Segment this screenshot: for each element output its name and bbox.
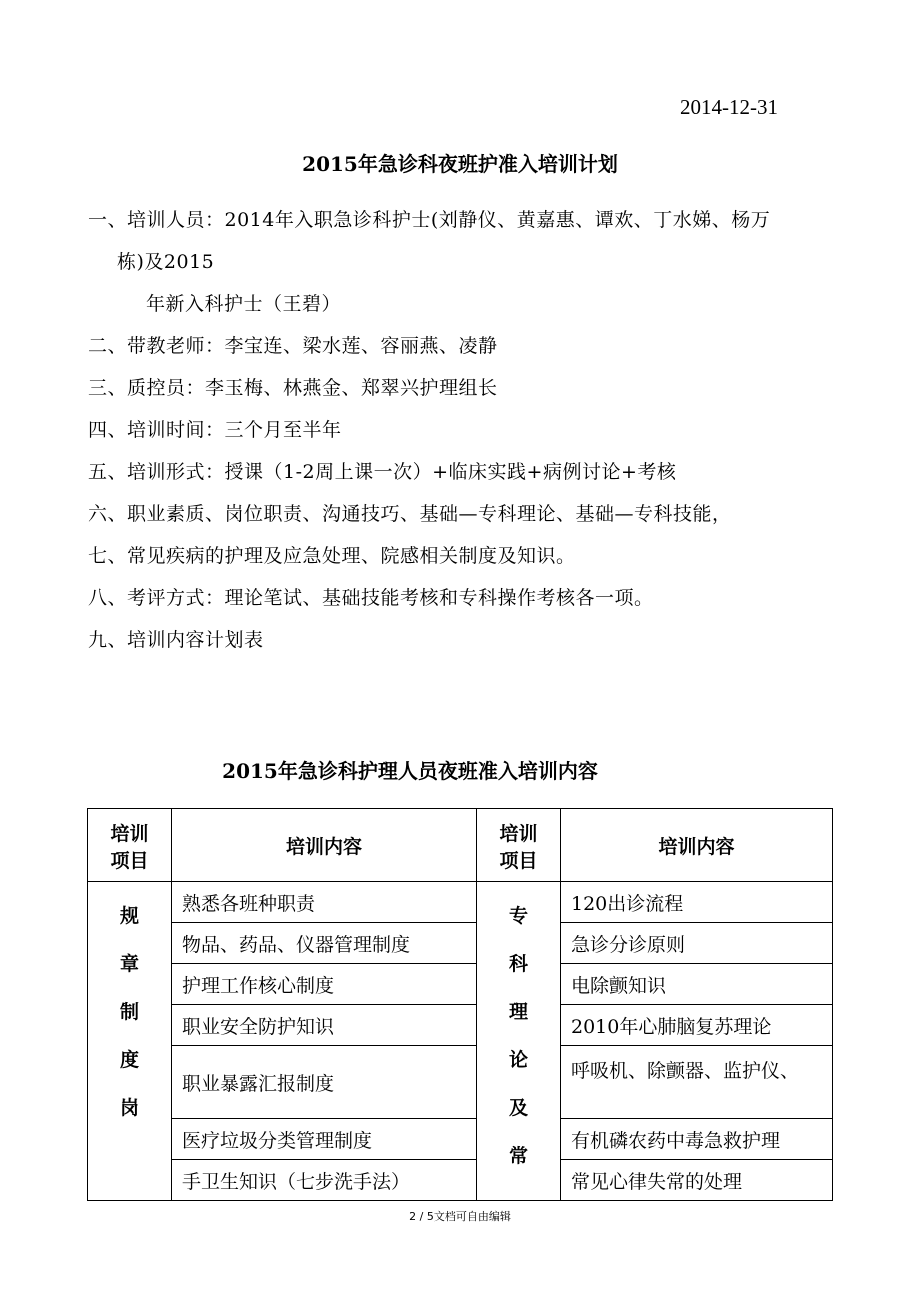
table-row: 物品、药品、仪器管理制度 (172, 923, 477, 964)
plan-line-1-cont: 栋)及2015 (117, 251, 215, 273)
header-category-left: 培训项目 (88, 809, 172, 882)
page-footer: 2 / 5文档可自由编辑 (409, 1210, 511, 1223)
plan-line-9: 九、培训内容计划表 (88, 629, 264, 651)
table-row: 急诊分诊原则 (561, 923, 833, 964)
document-date: 2014-12-31 (680, 95, 778, 119)
table-row: 手卫生知识（七步洗手法） (172, 1160, 477, 1201)
table-row: 电除颤知识 (561, 964, 833, 1005)
category-rules: 规章制度岗 (88, 882, 172, 1201)
training-content-table (87, 808, 833, 1201)
table-row: 呼吸机、除颤器、监护仪、 (561, 1046, 833, 1119)
table-row: 职业安全防护知识 (172, 1005, 477, 1046)
table-row: 熟悉各班种职责 (172, 882, 477, 923)
plan-line-2: 二、带教老师：李宝连、梁水莲、容丽燕、凌静 (88, 335, 498, 357)
plan-line-5: 五、培训形式：授课（1-2周上课一次）+临床实践+病例讨论+考核 (88, 461, 677, 483)
plan-line-4: 四、培训时间：三个月至半年 (88, 419, 342, 441)
table-row: 120出诊流程 (561, 882, 833, 923)
plan-line-7: 七、常见疾病的护理及应急处理、院感相关制度及知识。 (88, 545, 576, 567)
table-row: 常见心律失常的处理 (561, 1160, 833, 1201)
header-content-right: 培训内容 (561, 809, 833, 882)
plan-line-6: 六、职业素质、岗位职责、沟通技巧、基础—专科理论、基础—专科技能， (88, 503, 732, 525)
table-title: 2015年急诊科护理人员夜班准入培训内容 (222, 759, 598, 783)
plan-title: 2015年急诊科夜班护准入培训计划 (302, 152, 618, 176)
table-row: 医疗垃圾分类管理制度 (172, 1119, 477, 1160)
table-row: 职业暴露汇报制度 (172, 1046, 477, 1119)
plan-line-8: 八、考评方式：理论笔试、基础技能考核和专科操作考核各一项。 (88, 587, 654, 609)
table-row: 护理工作核心制度 (172, 964, 477, 1005)
header-content-left: 培训内容 (172, 809, 477, 882)
plan-line-1: 一、培训人员：2014年入职急诊科护士(刘静仪、黄嘉惠、谭欢、丁水娣、杨万 (88, 209, 771, 231)
plan-line-3: 三、质控员：李玉梅、林燕金、郑翠兴护理组长 (88, 377, 498, 399)
table-row: 2010年心肺脑复苏理论 (561, 1005, 833, 1046)
table-row: 有机磷农药中毒急救护理 (561, 1119, 833, 1160)
category-specialty: 专科理论及常 (477, 882, 561, 1201)
plan-line-1-cont2: 年新入科护士（王碧） (146, 293, 342, 315)
header-category-right: 培训项目 (477, 809, 561, 882)
